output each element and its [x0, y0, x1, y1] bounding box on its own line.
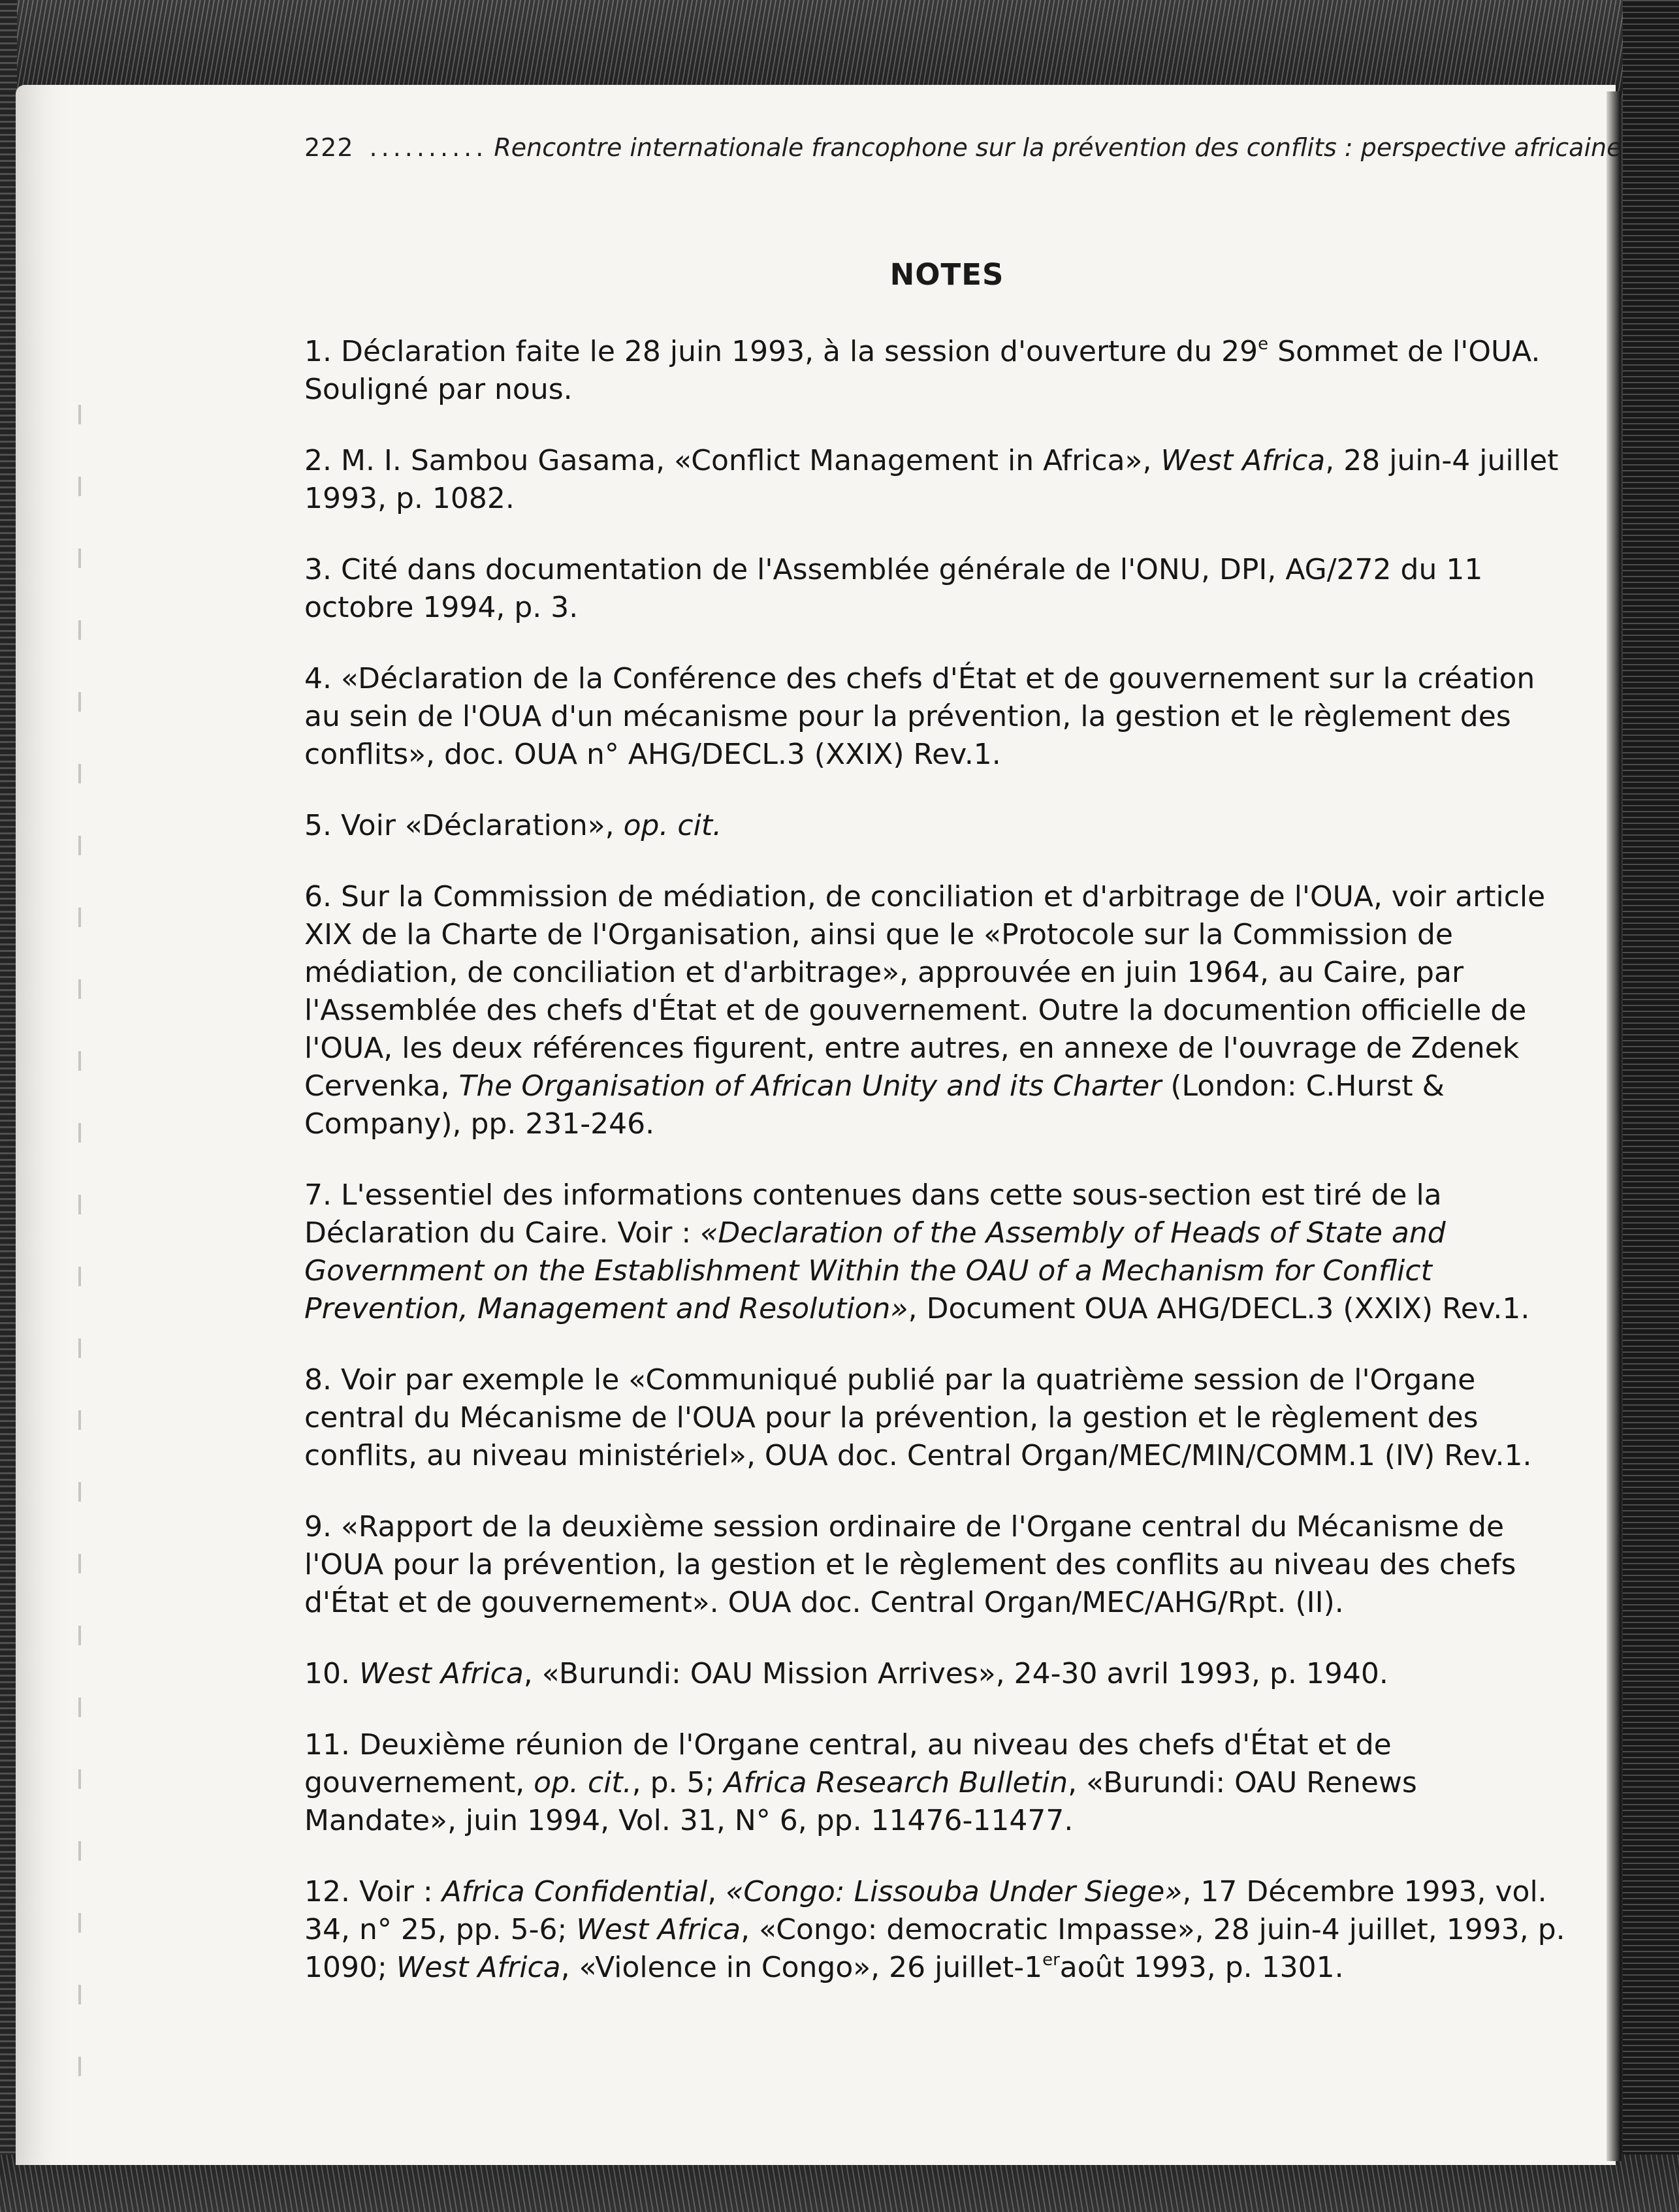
note-text — [304, 333, 1578, 409]
note-text — [304, 1655, 1578, 1693]
note-italic-run: «Congo: Lissouba Under Siege» — [726, 1875, 1183, 1908]
page-gutter-shadow — [1607, 91, 1621, 2161]
note-text-run: Deuxième réunion de l'Organe central, au niveau des chefs d'État et de gouvernement, — [304, 1728, 1392, 1799]
note-number: 12. — [304, 1875, 350, 1908]
note-italic-run: Africa Confidential — [441, 1875, 708, 1908]
note-text-run: Déclaration faite le 28 juin 1993, à la session d'ouverture du 29 — [340, 335, 1258, 368]
note-italic-run: «Declaration of the Assembly of Heads of State and Government on the Establishment Within the OAU of a Mechanism for Conflict Prevention, Management and Resolution» — [304, 1216, 1446, 1325]
scan-left-edge — [0, 0, 17, 2212]
note-text-run: , — [707, 1875, 726, 1908]
running-header — [304, 133, 1622, 162]
note-text-run: août 1993, p. 1301. — [1059, 1951, 1344, 1984]
note-text — [304, 1873, 1578, 1987]
note-text-run: (London: C.Hurst & Company), pp. 231-246. — [304, 1069, 1445, 1141]
note-italic-run: Africa Research Bulletin — [724, 1766, 1068, 1799]
note-text-run: Voir «Déclaration», — [340, 809, 624, 842]
header-dot-leader: .......... — [369, 133, 488, 162]
note-9 — [304, 1508, 1578, 1622]
header-book-title: Rencontre internationale francophone sur la prévention des conflits : perspective africaine — [494, 133, 1622, 162]
page-number: 222 — [304, 133, 354, 162]
note-1 — [304, 333, 1578, 409]
note-text-run: M. I. Sambou Gasama, «Conflict Management in Africa», — [340, 444, 1161, 477]
note-text-run: Cité dans documentation de l'Assemblée générale de l'ONU, DPI, AG/272 du 11 octobre 1994, p. 3. — [304, 553, 1483, 624]
note-italic-run: West Africa — [359, 1657, 524, 1690]
notes-heading: NOTES — [889, 257, 1004, 292]
note-number: 4. — [304, 662, 332, 695]
note-number: 11. — [304, 1728, 350, 1762]
note-text — [304, 807, 1578, 845]
note-number: 10. — [304, 1657, 350, 1690]
note-3 — [304, 551, 1578, 627]
note-6 — [304, 878, 1578, 1143]
note-number: 9. — [304, 1510, 332, 1543]
note-10 — [304, 1655, 1578, 1693]
note-text-run: L'essentiel des informations contenues dans cette sous-section est tiré de la Déclaration du Caire. Voir : — [304, 1178, 1442, 1250]
note-7 — [304, 1177, 1578, 1328]
note-italic-run: West Africa — [1160, 444, 1326, 477]
note-number: 8. — [304, 1363, 332, 1397]
note-text — [304, 442, 1578, 518]
note-number: 1. — [304, 335, 332, 368]
note-text — [304, 1726, 1578, 1840]
note-text-run: «Rapport de la deuxième session ordinaire de l'Organe central du Mécanisme de l'OUA pour la prévention, la gestion et le règlement des conflits au niveau des chefs d'État et de gouvernement». OUA doc. Central Organ/MEC/AHG/Rpt. (II). — [304, 1510, 1516, 1619]
note-text-run: Sur la Commission de médiation, de conciliation et d'arbitrage de l'OUA, voir article XIX de la Charte de l'Organisation, ainsi que le «Protocole sur la Commission de médiation, de conciliation et d'arbitrage», approuvée en juin 1964, au Caire, par l'Assemblée des chefs d'État et de gouvernement. Outre la documention officielle de l'OUA, les deux références figurent, entre autres, en annexe de l'ouvrage de Zdenek Cervenka, — [304, 880, 1546, 1103]
note-number: 2. — [304, 444, 332, 477]
note-text-run: , «Burundi: OAU Mission Arrives», 24-30 avril 1993, p. 1940. — [523, 1657, 1388, 1690]
note-text — [304, 878, 1578, 1143]
note-text-run: , Document OUA AHG/DECL.3 (XXIX) Rev.1. — [908, 1292, 1530, 1325]
note-text — [304, 1508, 1578, 1622]
note-text — [304, 1177, 1578, 1328]
note-text-run: Voir : — [359, 1875, 442, 1908]
note-text-run: , 28 juin-4 juillet 1993, p. 1082. — [304, 444, 1559, 515]
scan-top-edge — [0, 0, 1679, 98]
note-italic-run: op. cit. — [534, 1766, 632, 1799]
note-text-run: Voir par exemple le «Communiqué publié par la quatrième session de l'Organe central du Mécanisme de l'OUA pour la prévention, la gestion et le règlement des conflits, au niveau ministériel», OUA doc. Central Organ/MEC/MIN/COMM.1 (IV) Rev.1. — [304, 1363, 1532, 1472]
note-superscript: e — [1258, 334, 1269, 354]
notes-list — [304, 333, 1578, 2020]
note-text-run: , «Congo: democratic Impasse», 28 juin-4 juillet, 1993, p. 1090; — [304, 1913, 1565, 1984]
note-text-run: «Déclaration de la Conférence des chefs d'État et de gouvernement sur la création au sein de l'OUA d'un mécanisme pour la prévention, la gestion et le règlement des conflits», doc. OUA n° AHG/DECL.3 (XXIX) Rev.1. — [304, 662, 1535, 771]
note-11 — [304, 1726, 1578, 1840]
note-2 — [304, 442, 1578, 518]
note-number: 5. — [304, 809, 332, 842]
note-text-run: Sommet de l'OUA. Souligné par nous. — [304, 335, 1541, 406]
note-8 — [304, 1361, 1578, 1475]
note-number: 3. — [304, 553, 332, 586]
note-5 — [304, 807, 1578, 845]
note-text — [304, 551, 1578, 627]
note-italic-run: The Organisation of African Unity and its Charter — [458, 1069, 1162, 1103]
note-text-run: , «Violence in Congo», 26 juillet-1 — [560, 1951, 1043, 1984]
note-text-run: , «Burundi: OAU Renews Mandate», juin 1994, Vol. 31, N° 6, pp. 11476-11477. — [304, 1766, 1417, 1837]
note-number: 6. — [304, 880, 332, 913]
note-italic-run: op. cit. — [623, 809, 722, 842]
note-text — [304, 1361, 1578, 1475]
note-italic-run: West Africa — [576, 1913, 741, 1946]
scan-right-edge — [1623, 0, 1679, 2212]
note-superscript: er — [1042, 1950, 1060, 1970]
note-text — [304, 660, 1578, 774]
note-4 — [304, 660, 1578, 774]
note-text-run: , p. 5; — [632, 1766, 724, 1799]
note-number: 7. — [304, 1178, 332, 1212]
margin-scan-marks — [78, 405, 81, 2102]
note-text-run: , 17 Décembre 1993, vol. 34, n° 25, pp. 5-6; — [304, 1875, 1547, 1946]
note-italic-run: West Africa — [396, 1951, 561, 1984]
note-12 — [304, 1873, 1578, 1987]
